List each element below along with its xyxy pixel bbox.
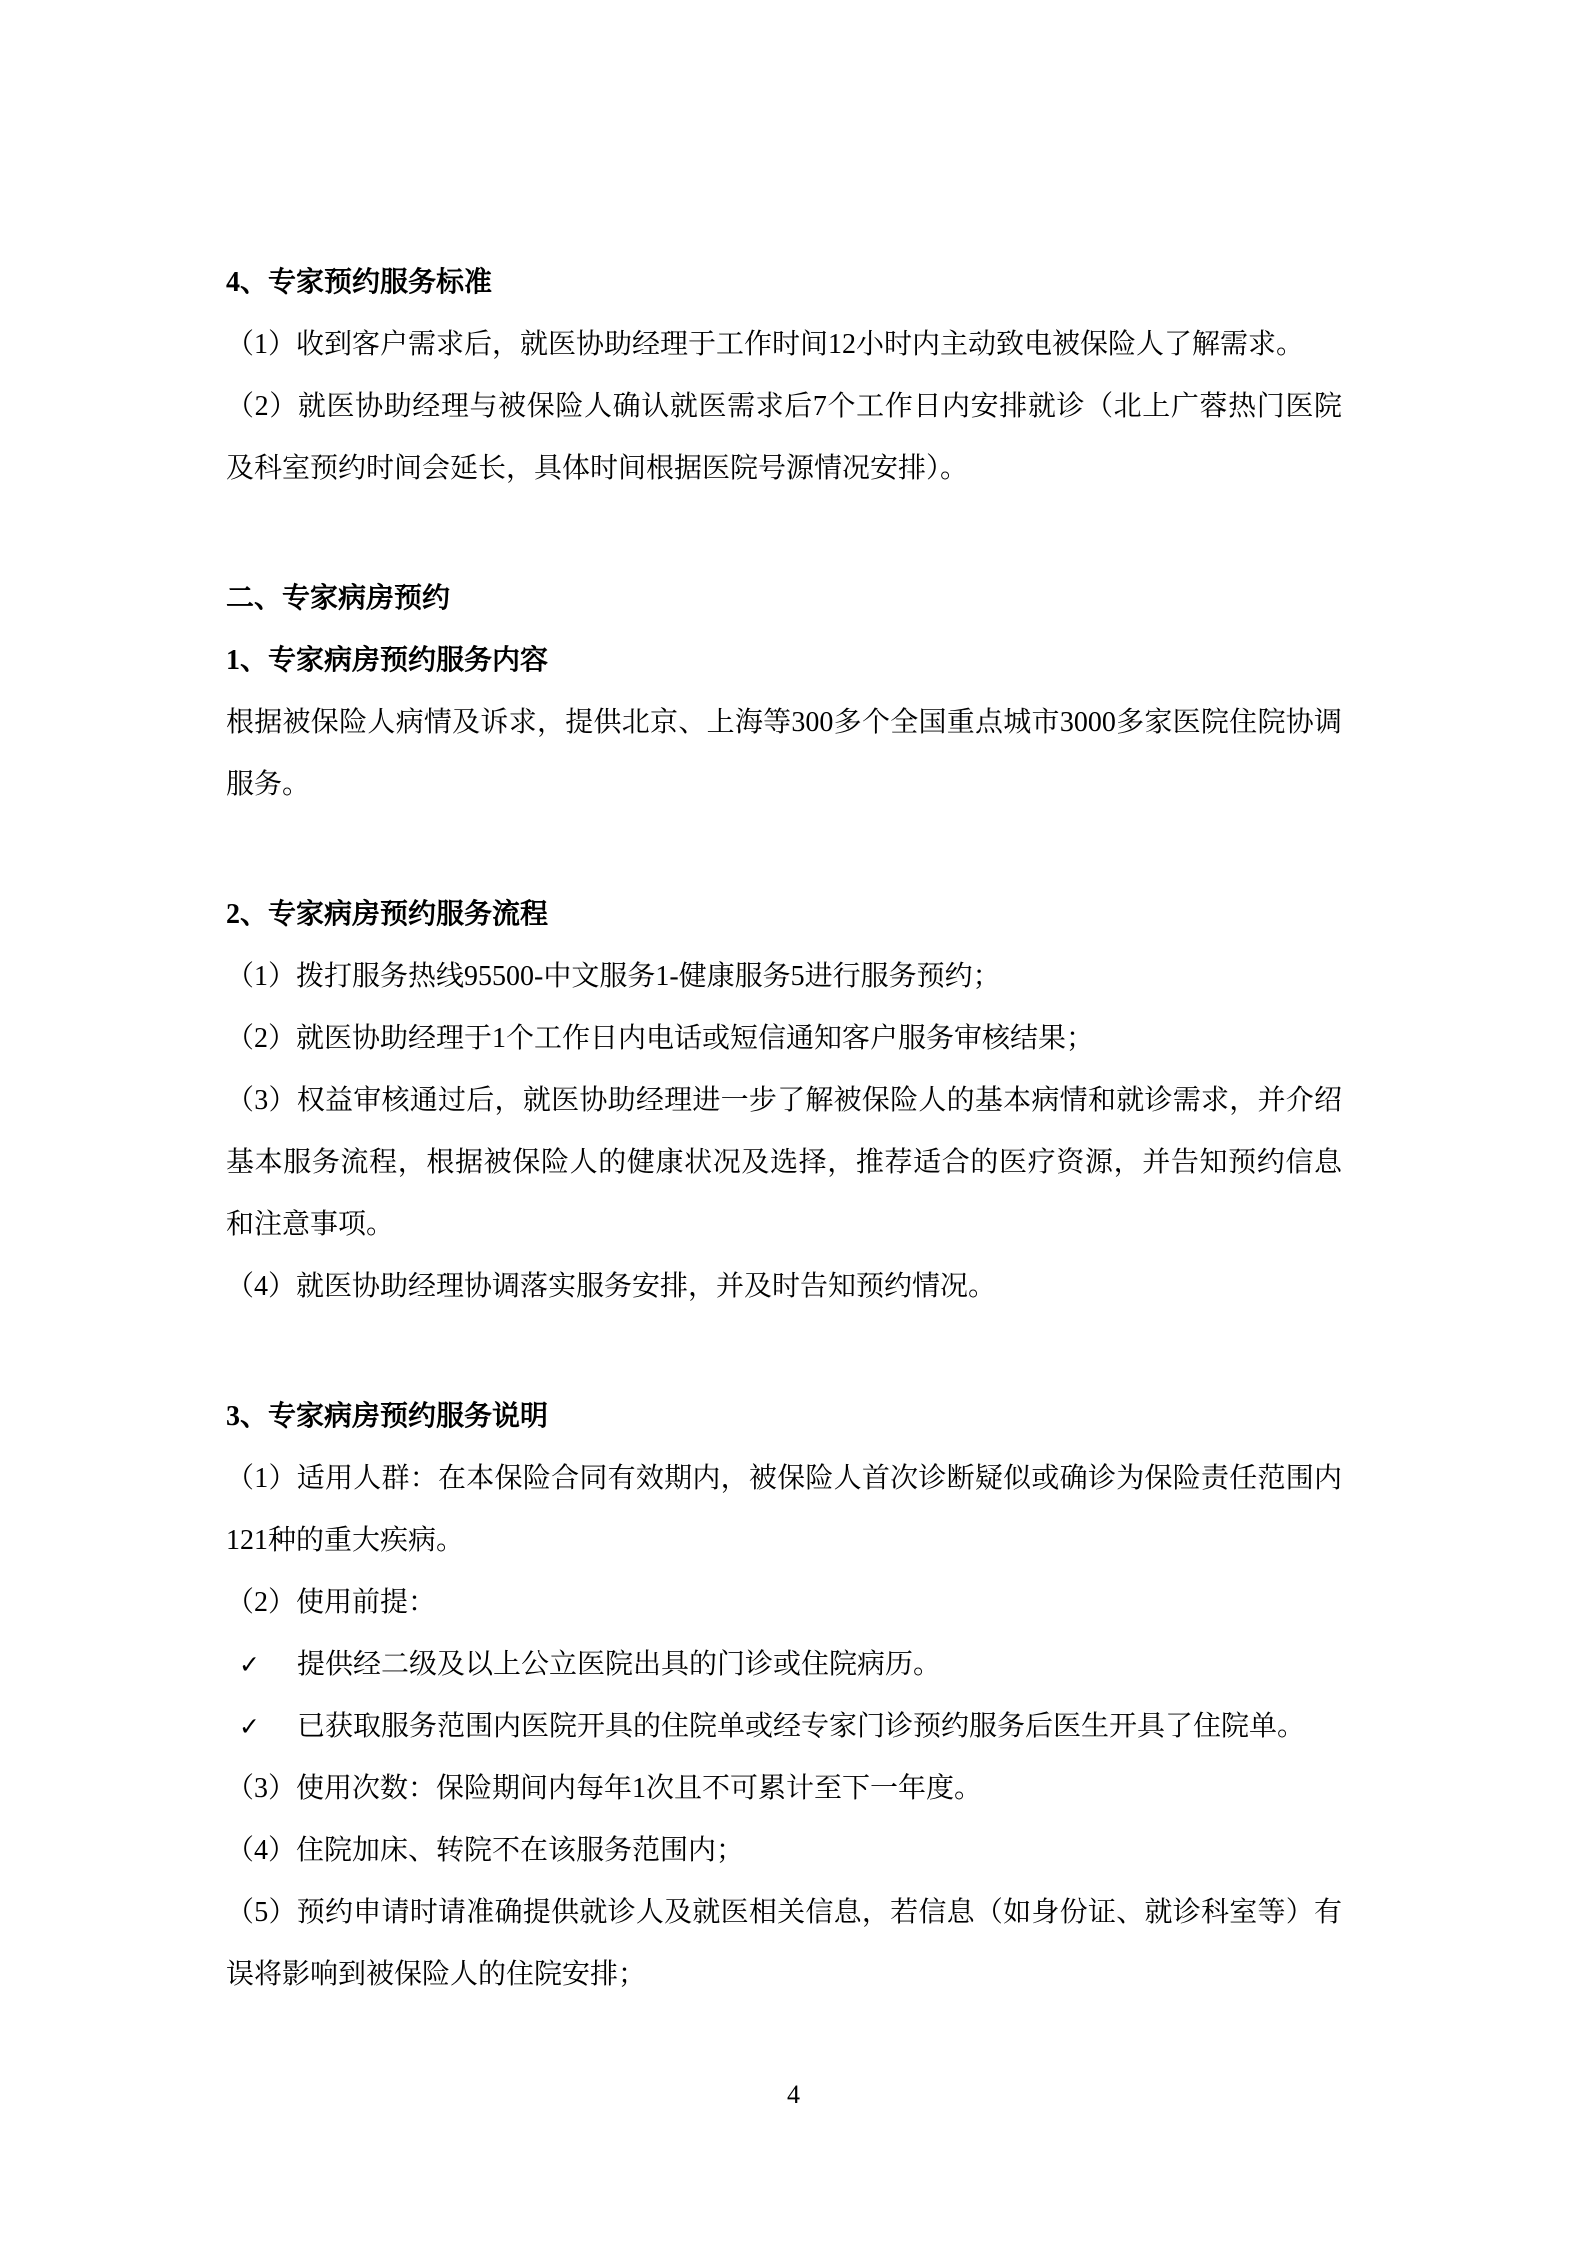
paragraph-process-step-3: （3）权益审核通过后，就医协助经理进一步了解被保险人的基本病情和就诊需求，并介绍基本服务流程，根据被保险人的健康状况及选择，推荐适合的医疗资源，并告知预约信息和注意事项。 [226,1085,1342,1240]
heading-ward-service-description: 3、专家病房预约服务说明 [226,1401,549,1432]
heading-ward-service-content: 1、专家病房预约服务内容 [226,645,549,676]
bullet-text: 已获取服务范围内医院开具的住院单或经专家门诊预约服务后医生开具了住院单。 [297,1711,1306,1742]
bullet-text: 提供经二级及以上公立医院出具的门诊或住院病历。 [297,1649,942,1680]
page-footer [0,2080,1587,2110]
paragraph-service-content: 根据被保险人病情及诉求，提供北京、上海等300多个全国重点城市3000多家医院住院协调服务。 [226,707,1342,800]
paragraph-process-step-2: （2）就医协助经理于1个工作日内电话或短信通知客户服务审核结果； [226,1023,1095,1054]
paragraph-confirm-need: （2）就医协助经理与被保险人确认就医需求后7个工作日内安排就诊（北上广蓉热门医院及科室预约时间会延长，具体时间根据医院号源情况安排）。 [226,391,1342,484]
heading-expert-appointment-standard: 4、专家预约服务标准 [226,267,493,298]
paragraph-process-step-1: （1）拨打服务热线95500-中文服务1-健康服务5进行服务预约； [226,961,1001,992]
page-number: 4 [787,2080,800,2109]
paragraph-out-of-scope: （4）住院加床、转院不在该服务范围内； [226,1835,745,1866]
check-icon: ✓ [239,1712,260,1741]
paragraph-usage-count: （3）使用次数：保险期间内每年1次且不可累计至下一年度。 [226,1773,983,1804]
bullet-item [226,1696,1342,1758]
paragraph-accurate-info: （5）预约申请时请准确提供就诊人及就医相关信息，若信息（如身份证、就诊科室等）有误将影响到被保险人的住院安排； [226,1897,1342,1990]
check-icon: ✓ [239,1650,260,1679]
heading-section-expert-ward-reservation: 二、专家病房预约 [226,583,451,614]
document-body [226,252,1342,2006]
paragraph-receive-request: （1）收到客户需求后，就医协助经理于工作时间12小时内主动致电被保险人了解需求。 [226,329,1305,360]
paragraph-applicable-people: （1）适用人群：在本保险合同有效期内，被保险人首次诊断疑似或确诊为保险责任范围内121种的重大疾病。 [226,1463,1342,1556]
heading-ward-service-process: 2、专家病房预约服务流程 [226,899,549,930]
paragraph-process-step-4: （4）就医协助经理协调落实服务安排，并及时告知预约情况。 [226,1271,997,1302]
bullet-item [226,1634,1342,1696]
paragraph-usage-premise: （2）使用前提： [226,1587,437,1618]
